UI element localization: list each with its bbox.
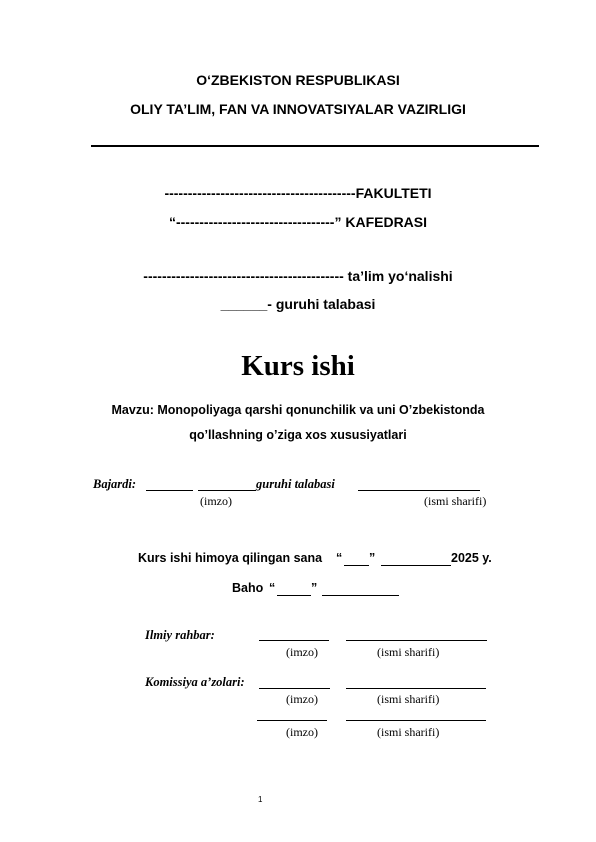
group-line: ______- guruhi talabasi [220,296,376,312]
supervisor-sign-blank [259,640,329,641]
page-title: Kurs ishi [241,350,355,382]
header-divider [91,145,539,147]
direction-line: ------------------------------------------- ta’lim yo‘nalishi [143,268,453,284]
performer-name-blank [358,490,480,491]
commission-sign-caption-2: (imzo) [286,725,318,739]
commission-sign-blank-1 [259,688,330,689]
commission-name-caption-2: (ismi sharifi) [377,725,440,739]
defense-quote-open: “ [336,551,343,565]
defense-year: 2025 y. [451,551,492,565]
grade-label: Baho [232,581,264,595]
ministry-name: OLIY TA’LIM, FAN VA INNOVATSIYALAR VAZIRLIGI [130,101,466,117]
defense-day-blank [344,565,369,566]
defense-date-label: Kurs ishi himoya qilingan sana [138,551,323,565]
topic-line-1: Mavzu: Monopoliyaga qarshi qonunchilik va uni O’zbekistonda [111,403,485,417]
supervisor-sign-caption: (imzo) [286,645,318,659]
topic-line-2: qo’llashning o’ziga xos xususiyatlari [189,428,407,442]
supervisor-name-blank [346,640,487,641]
commission-name-blank-1 [346,688,486,689]
performer-name-caption: (ismi sharifi) [424,494,487,508]
performer-blank-1 [146,490,193,491]
commission-name-caption-1: (ismi sharifi) [377,692,440,706]
grade-blank-1 [277,595,311,596]
faculty-line: -----------------------------------------FAKULTETI [164,185,432,201]
supervisor-name-caption: (ismi sharifi) [377,645,440,659]
grade-quote-close: ” [311,581,318,595]
ministry-country: O‘ZBEKISTON RESPUBLIKASI [196,72,400,88]
performer-group-label: guruhi talabasi [256,477,335,491]
performer-blank-2 [198,490,256,491]
commission-label: Komissiya a’zolari: [145,675,245,689]
commission-sign-blank-2 [257,720,327,721]
grade-blank-2 [322,595,399,596]
performer-sign-caption: (imzo) [200,494,232,508]
commission-name-blank-2 [346,720,486,721]
grade-quote-open: “ [269,581,276,595]
department-line: “----------------------------------” KAFEDRASI [168,214,428,230]
page-number: 1 [258,795,263,804]
defense-month-blank [381,565,451,566]
commission-sign-caption-1: (imzo) [286,692,318,706]
defense-quote-close: ” [369,551,376,565]
supervisor-label: Ilmiy rahbar: [145,628,215,642]
performer-label: Bajardi: [93,477,137,491]
